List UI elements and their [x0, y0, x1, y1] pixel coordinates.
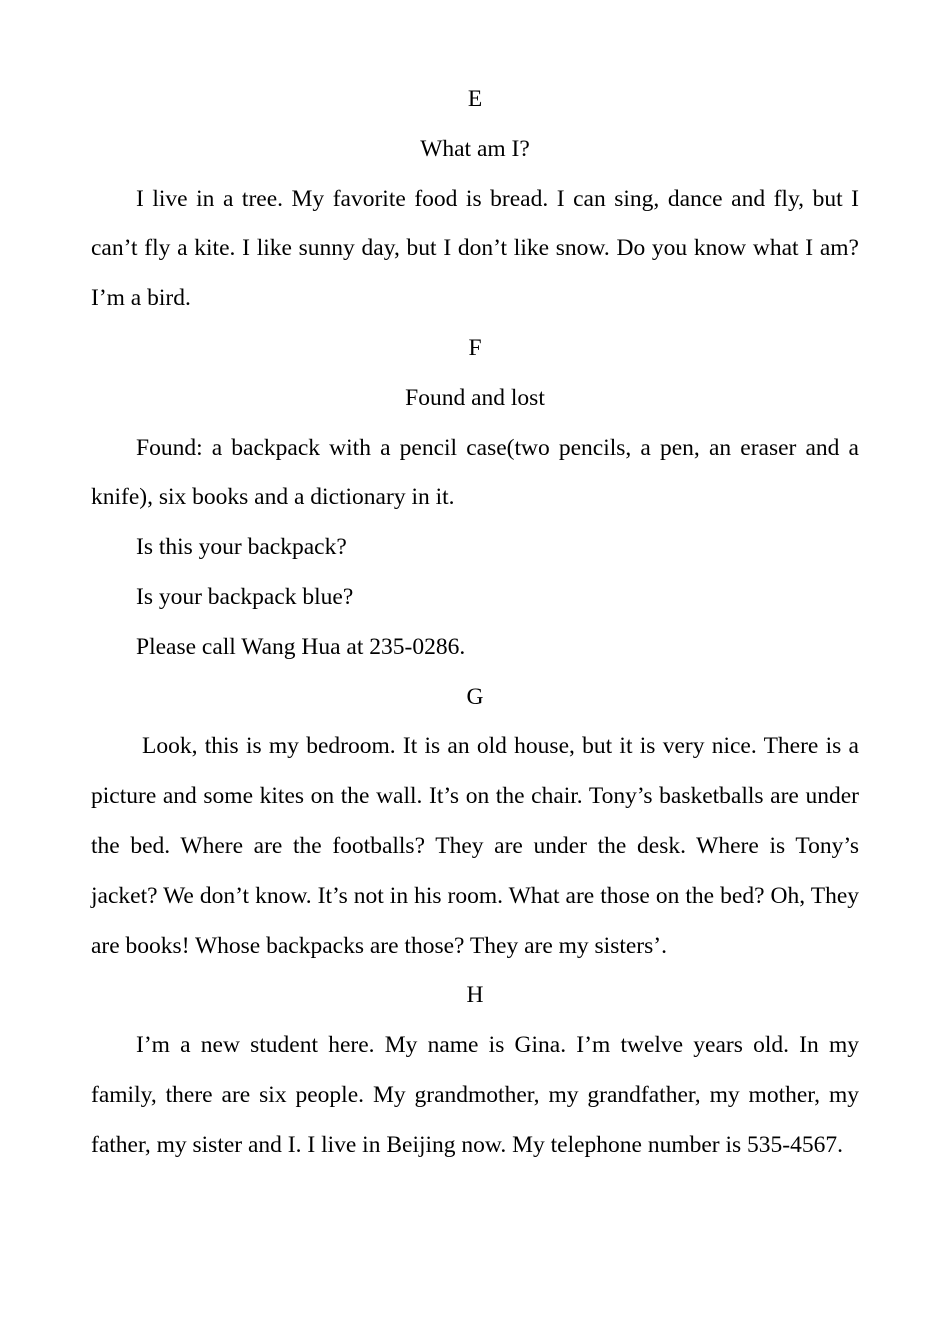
- section-f-letter: F: [468, 334, 482, 361]
- section-h-letter: H: [466, 982, 484, 1009]
- section-e-title: What am I?: [420, 135, 530, 162]
- section-f-question-1: Is this your backpack?: [136, 534, 347, 561]
- document-page: [91, 75, 859, 1171]
- section-g-paragraph: Look, this is my bedroom. It is an old house, but it is very nice. There is a picture and some kites on the wall. It’s on the chair. Tony’s basketballs are under the bed. Where are the footballs? They are under the desk. Where is Tony’s jacket? We don’t know. It’s not in his room. What are those on the bed? Oh, They are books! Whose backpacks are those? They are my sisters’.: [91, 733, 859, 959]
- section-e-paragraph: I live in a tree. My favorite food is bread. I can sing, dance and fly, but I can’t fly a kite. I like sunny day, but I don’t like snow. Do you know what I am? I’m a bird.: [91, 185, 859, 312]
- section-f-paragraph: Found: a backpack with a pencil case(two pencils, a pen, an eraser and a knife), six books and a dictionary in it.: [91, 434, 859, 511]
- section-f-title: Found and lost: [405, 384, 545, 411]
- section-f-contact: Please call Wang Hua at 235-0286.: [136, 633, 466, 660]
- section-h-paragraph: I’m a new student here. My name is Gina. I’m twelve years old. In my family, there are six people. My grandmother, my grandfather, my mother, my father, my sister and I. I live in Beijing now. My telephone number is 535-4567.: [91, 1032, 859, 1158]
- section-e-letter: E: [467, 86, 483, 112]
- section-g-letter: G: [466, 683, 484, 710]
- section-f-question-2: Is your backpack blue?: [136, 583, 354, 610]
